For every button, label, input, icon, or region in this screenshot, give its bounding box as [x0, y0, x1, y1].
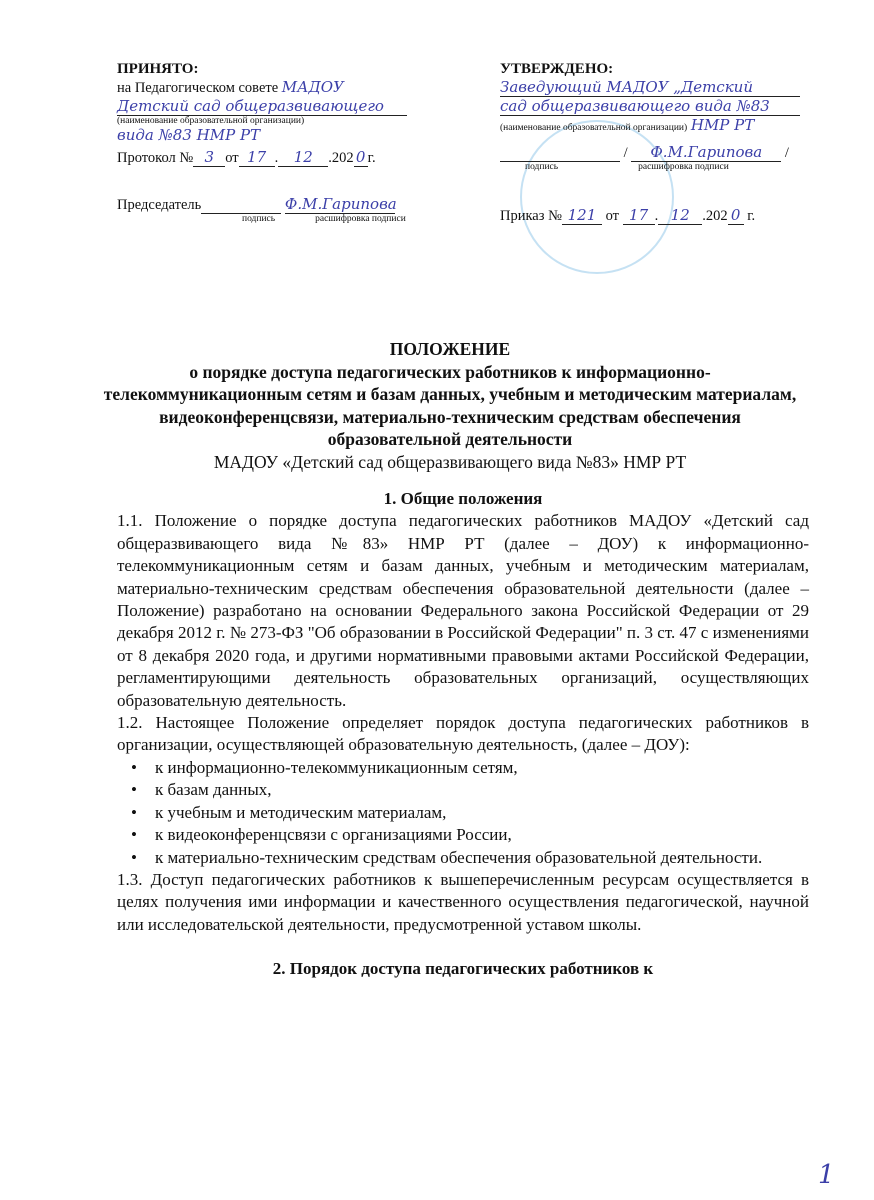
council-label: на Педагогическом совете [117, 80, 279, 96]
access-list [117, 757, 809, 869]
year-suffix: г. [747, 208, 756, 224]
day: 17 [239, 148, 275, 167]
document-title [100, 338, 800, 473]
paragraph-1-3: 1.3. Доступ педагогических работников к вышеперечисленным ресурсам осуществляется в целях получения ими информации и качественного осуществления педагогической, научной или исследовательской деятельности, предусмотренной уставом школы. [117, 869, 809, 934]
name-handwritten: Ф.М.Гарипова [631, 143, 781, 162]
org-handwritten: Заведующий МАДОУ „Детский [500, 78, 800, 97]
list-item: • к базам данных, [155, 779, 809, 801]
title-org: МАДОУ «Детский сад общеразвивающего вида №83» НМР РТ [213, 451, 687, 472]
paragraph-1-1: 1.1. Положение о порядке доступа педагогических работников МАДОУ «Детский сад общеразвивающего вида №83» НМР РТ (далее – ДОУ) к информационно-телекоммуникационным сетям и базам данных, учебным и методическим материалам, материально-техническим средствам обеспечения образовательной деятельности (далее – Положение) разработано на основании Федерального закона Российской Федерации от 29 декабря 2012 г. № 273-ФЗ "Об образовании в Российской Федерации" п. 3 ст. 47 с изменениями от 8 декабря 2020 года, и другими нормативными правовыми актами Российской Федерации, регламентирующими деятельность образовательных организаций, осуществляющих образовательную деятельность. [117, 511, 809, 710]
approved-heading: УТВЕРЖДЕНО: [500, 61, 614, 77]
from-label: от [225, 150, 239, 166]
month: 12 [658, 206, 702, 225]
protocol-number: 3 [193, 148, 225, 167]
signature-caption: подпись [525, 162, 559, 172]
order-label: Приказ № [500, 208, 562, 224]
list-item: • к видеоконференцсвязи с организациями России, [155, 824, 809, 846]
page-number: 1 [818, 1160, 835, 1190]
org-handwritten: НМР РТ [690, 116, 755, 134]
signature [500, 143, 620, 162]
approved-block: УТВЕРЖДЕНО: Заведующий МАДОУ „Детский сад общеразвивающего вида №83 (наименование образовательной организации) НМР РТ / Ф.М.Гарипова / подпись расшифровка подписи Приказ № 121 от 17 . 12 .202 0 г. [500, 60, 830, 225]
paragraph-1-2: 1.2. Настоящее Положение определяет порядок доступа педагогических работников в организации, осуществляющей образовательную деятельность, (далее – ДОУ): [117, 713, 809, 755]
org-handwritten: вида №83 НМР РТ [117, 126, 261, 144]
from-label: от [605, 208, 619, 224]
protocol-label: Протокол № [117, 150, 194, 166]
title-subtitle: о порядке доступа педагогических работников к информационно-телекоммуникационным сетям и базам данных, учебным и методическим материалам, видеоконференцсвязи, материально-техническим средствам обеспечения образовательной деятельности [103, 361, 797, 449]
section-1-heading: 1. Общие положения [383, 489, 543, 508]
org-caption: (наименование образовательной организации) [117, 116, 305, 126]
title-main: ПОЛОЖЕНИЕ [389, 339, 511, 359]
year-suffix: г. [367, 150, 376, 166]
year-digit: 0 [728, 206, 744, 225]
list-item: • к материально-техническим средствам обеспечения образовательной деятельности. [155, 847, 809, 869]
org-handwritten: сад общеразвивающего вида №83 [500, 97, 800, 116]
list-item: • к учебным и методическим материалам, [155, 802, 809, 824]
decode-caption: расшифровка подписи [638, 162, 729, 172]
signature-caption: подпись [242, 214, 276, 224]
order-number: 121 [562, 206, 602, 225]
section-2-heading: 2. Порядок доступа педагогических работников к [272, 959, 654, 979]
year-prefix: .202 [328, 150, 354, 166]
signature [201, 195, 281, 214]
decode-caption: расшифровка подписи [315, 214, 406, 224]
year-prefix: .202 [702, 208, 728, 224]
chair-label: Председатель [117, 197, 202, 213]
accepted-block: ПРИНЯТО: на Педагогическом совете МАДОУ Детский сад общеразвивающего (наименование образовательной организации) вида №83 НМР РТ Протокол № 3 от 17 . 12 .202 0 г. Председатель Ф.М.Гарипова подпись расшифровка подписи [117, 60, 437, 224]
accepted-heading: ПРИНЯТО: [117, 61, 199, 77]
document-body [117, 488, 809, 981]
org-handwritten: МАДОУ [281, 78, 344, 96]
day: 17 [623, 206, 655, 225]
org-handwritten: Детский сад общеразвивающего [117, 97, 407, 116]
list-item: • к информационно-телекоммуникационным сетям, [155, 757, 809, 779]
month: 12 [278, 148, 328, 167]
year-digit: 0 [354, 148, 368, 167]
org-caption: (наименование образовательной организации) [500, 123, 688, 133]
name-handwritten: Ф.М.Гарипова [284, 195, 397, 213]
